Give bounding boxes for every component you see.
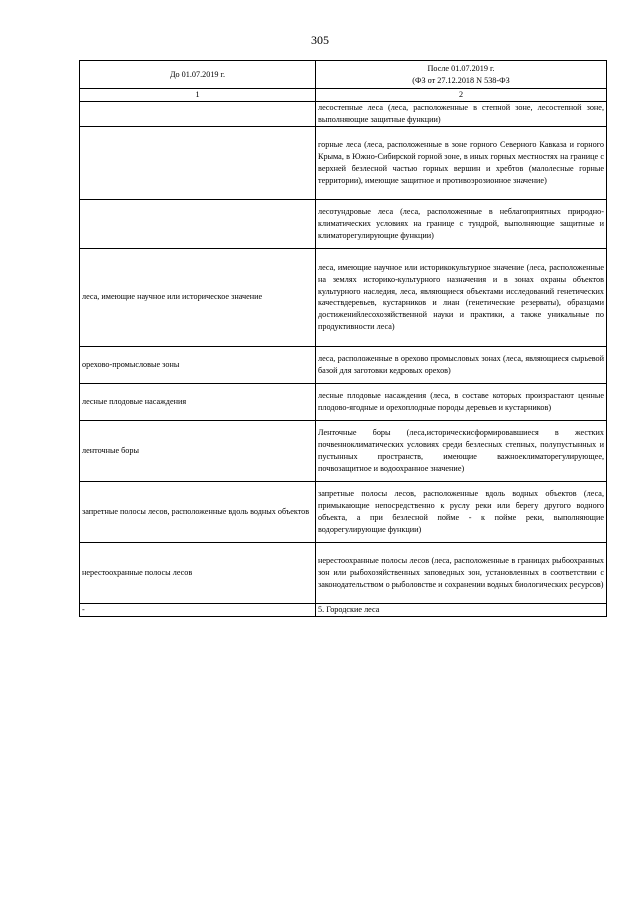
- row-after-cell: Ленточные боры (леса,историческисформировавшиеся в жестких почвенноклиматических условиях среди безлесных степных, полупустынных и пустынных пространств, имеющие важноеклиматорегулирующее, почвозащитное и водоохранное значение): [316, 420, 607, 481]
- row-before-cell: лесные плодовые насаждения: [80, 383, 316, 420]
- row-after-cell: лесотундровые леса (леса, расположенные в неблагоприятных природно-климатических условиях на границе с тундрой, выполняющие защитные и климаторегулирующие функции): [316, 199, 607, 248]
- table-row: [80, 481, 607, 542]
- row-before-cell: [80, 126, 316, 199]
- table-row: [80, 420, 607, 481]
- row-before-cell: леса, имеющие научное или историческое значение: [80, 248, 316, 346]
- header-before: До 01.07.2019 г.: [80, 61, 316, 89]
- row-after-cell: лесные плодовые насаждения (леса, в составе которых произрастают ценные плодово-ягодные и орехоплодные породы деревьев и кустарников): [316, 383, 607, 420]
- row-before-cell: нерестоохранные полосы лесов: [80, 542, 316, 603]
- row-after-cell: лесостепные леса (леса, расположенные в степной зоне, лесостепной зоне, выполняющие защитные функции): [316, 101, 607, 126]
- table-row: [80, 126, 607, 199]
- header-after-date: После 01.07.2019 г.: [427, 63, 495, 73]
- row-after-cell: горные леса (леса, расположенные в зоне горного Северного Кавказа и горного Крыма, в Южно-Сибирской горной зоне, в иных горных местностях на границе с верхней безлесной частью горных вершин и хребтов (малолесные горные территории), имеющие защитное и противоэрозионное значение): [316, 126, 607, 199]
- row-before-cell: [80, 199, 316, 248]
- row-after-cell: леса, имеющие научное или историкокультурное значение (леса, расположенные на землях историко-культурного назначения и в зонах охраны объектов культурного наследия, леса, являющиеся объектами исследований генетических качествдеревьев, кустарников и лиан (генетические резерваты), образцами достиженийлесохозяйственной науки и практики, а также уникальные по продуктивности леса): [316, 248, 607, 346]
- table-row: [80, 248, 607, 346]
- header-after-law: (ФЗ от 27.12.2018 N 538-ФЗ: [412, 75, 510, 85]
- table-row: [80, 101, 607, 126]
- row-before-cell: орехово-промысловые зоны: [80, 346, 316, 383]
- row-before-cell: запретные полосы лесов, расположенные вдоль водных объектов: [80, 481, 316, 542]
- table-row: [80, 199, 607, 248]
- column-number-1: 1: [80, 89, 316, 102]
- comparison-table: [79, 60, 607, 617]
- row-after-cell: леса, расположенные в орехово промысловых зонах (леса, являющиеся сырьевой базой для заготовки кедровых орехов): [316, 346, 607, 383]
- page-number: 305: [311, 33, 329, 47]
- table-row: [80, 346, 607, 383]
- table-row: [80, 603, 607, 616]
- table-row: [80, 542, 607, 603]
- row-before-cell: ленточные боры: [80, 420, 316, 481]
- table-number-row: [80, 89, 607, 102]
- column-number-2: 2: [316, 89, 607, 102]
- row-after-cell: 5. Городские леса: [316, 603, 607, 616]
- row-before-cell: -: [80, 603, 316, 616]
- table-row: [80, 383, 607, 420]
- row-after-cell: нерестоохранные полосы лесов (леса, расположенные в границах рыбоохранных зон или рыбохозяйственных заповедных зон, установленных в соответствии с законодательством о рыболовстве и сохранении водных биологических ресурсов): [316, 542, 607, 603]
- row-before-cell: [80, 101, 316, 126]
- header-after: [316, 61, 607, 89]
- table-header-row: [80, 61, 607, 89]
- row-after-cell: запретные полосы лесов, расположенные вдоль водных объектов (леса, примыкающие непосредственно к руслу реки или берегу другого водного объекта, а при безлесной пойме - к пойме реки, выполняющие водорегулирующие функции): [316, 481, 607, 542]
